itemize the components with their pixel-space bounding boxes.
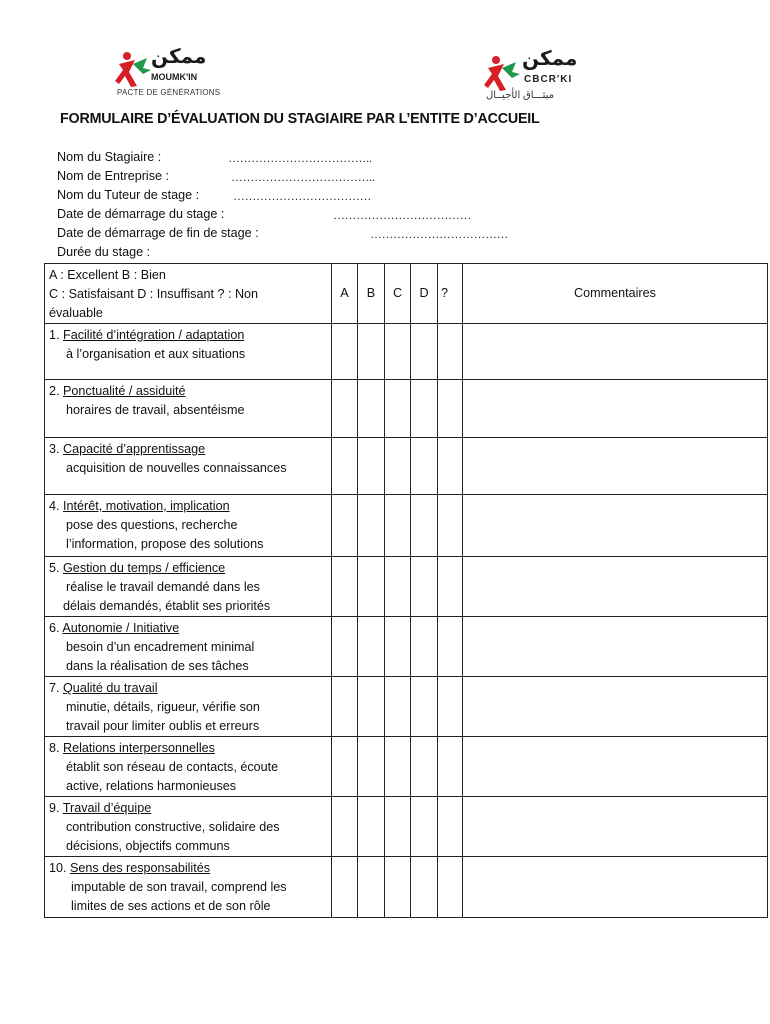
- comment-cell[interactable]: [463, 617, 768, 677]
- runner-emblem-icon: [482, 54, 522, 94]
- comment-cell[interactable]: [463, 557, 768, 617]
- rating-cell-not-evaluable[interactable]: [438, 324, 463, 380]
- rating-cell-a[interactable]: [332, 380, 358, 438]
- column-header-c: C: [385, 264, 411, 324]
- logo-brand-text: CBCR'KI: [524, 74, 573, 85]
- rating-cell-c[interactable]: [385, 857, 411, 918]
- column-header-a: A: [332, 264, 358, 324]
- legend-line: C : Satisfaisant D : Insuffisant ? : Non: [49, 287, 259, 301]
- logo-tagline: PACTE DE GÉNÉRATIONS: [117, 88, 221, 97]
- criterion-label: [45, 617, 332, 677]
- table-row: [45, 380, 768, 438]
- rating-cell-d[interactable]: [411, 557, 438, 617]
- criterion-label: [45, 557, 332, 617]
- field-dots-date-fin: ………………………………: [370, 227, 508, 241]
- criterion-label: [45, 857, 332, 918]
- rating-cell-b[interactable]: [358, 438, 385, 495]
- criterion-description: acquisition de nouvelles connaissances: [66, 461, 287, 475]
- rating-cell-d[interactable]: [411, 617, 438, 677]
- criterion-description: contribution constructive, solidaire des: [66, 820, 280, 834]
- criterion-number: 10.: [49, 861, 67, 875]
- rating-cell-a[interactable]: [332, 617, 358, 677]
- rating-legend: [45, 264, 332, 324]
- criterion-number: 8.: [49, 741, 60, 755]
- rating-cell-a[interactable]: [332, 438, 358, 495]
- rating-cell-d[interactable]: [411, 495, 438, 557]
- criterion-title: Autonomie / Initiative: [62, 621, 180, 635]
- rating-cell-d[interactable]: [411, 797, 438, 857]
- rating-cell-b[interactable]: [358, 677, 385, 737]
- rating-cell-b[interactable]: [358, 557, 385, 617]
- rating-cell-not-evaluable[interactable]: [438, 380, 463, 438]
- table-header-row: [45, 264, 768, 324]
- rating-cell-c[interactable]: [385, 617, 411, 677]
- comment-cell[interactable]: [463, 438, 768, 495]
- rating-cell-c[interactable]: [385, 557, 411, 617]
- rating-cell-b[interactable]: [358, 617, 385, 677]
- criterion-number: 6.: [49, 621, 60, 635]
- rating-cell-d[interactable]: [411, 737, 438, 797]
- rating-cell-b[interactable]: [358, 857, 385, 918]
- criterion-description: dans la réalisation de ses tâches: [66, 659, 249, 673]
- field-label-date-debut: Date de démarrage du stage :: [57, 207, 225, 221]
- table-row: [45, 737, 768, 797]
- criterion-label: [45, 677, 332, 737]
- comment-cell[interactable]: [463, 797, 768, 857]
- rating-cell-d[interactable]: [411, 380, 438, 438]
- moumkin-logo-left: [113, 44, 221, 100]
- criterion-number: 3.: [49, 442, 60, 456]
- rating-cell-not-evaluable[interactable]: [438, 857, 463, 918]
- criterion-description: active, relations harmonieuses: [66, 779, 237, 793]
- criterion-label: [45, 797, 332, 857]
- rating-cell-b[interactable]: [358, 495, 385, 557]
- rating-cell-a[interactable]: [332, 557, 358, 617]
- rating-cell-b[interactable]: [358, 737, 385, 797]
- table-row: [45, 857, 768, 918]
- criterion-number: 5.: [49, 561, 60, 575]
- comment-cell[interactable]: [463, 324, 768, 380]
- criterion-title: Qualité du travail: [63, 681, 158, 695]
- logo-tagline: ميثـــاق الأجيــال: [486, 90, 555, 101]
- rating-cell-b[interactable]: [358, 797, 385, 857]
- criterion-number: 4.: [49, 499, 60, 513]
- rating-cell-not-evaluable[interactable]: [438, 438, 463, 495]
- legend-line: évaluable: [49, 306, 103, 320]
- column-header-not-evaluable: ?: [438, 264, 463, 324]
- table-row: [45, 617, 768, 677]
- rating-cell-a[interactable]: [332, 857, 358, 918]
- criterion-description: décisions, objectifs communs: [66, 839, 230, 853]
- table-row: [45, 797, 768, 857]
- criterion-description: limites de ses actions et de son rôle: [71, 899, 271, 913]
- criterion-description: délais demandés, établit ses priorités: [63, 599, 271, 613]
- criterion-title: Intérêt, motivation, implication: [63, 499, 230, 513]
- criterion-description: imputable de son travail, comprend les: [71, 880, 287, 894]
- rating-cell-a[interactable]: [332, 737, 358, 797]
- criterion-description: horaires de travail, absentéisme: [66, 403, 245, 417]
- evaluation-table: [44, 263, 768, 918]
- rating-cell-a[interactable]: [332, 324, 358, 380]
- moumkin-logo-right: [482, 46, 586, 106]
- criterion-number: 7.: [49, 681, 60, 695]
- column-header-b: B: [358, 264, 385, 324]
- criterion-description: l’information, propose des solutions: [66, 537, 264, 551]
- criterion-title: Sens des responsabilités: [70, 861, 211, 875]
- comment-cell[interactable]: [463, 495, 768, 557]
- comment-cell[interactable]: [463, 737, 768, 797]
- criterion-title: Relations interpersonnelles: [63, 741, 215, 755]
- field-label-entreprise: Nom de Entreprise :: [57, 169, 169, 183]
- criterion-title: Ponctualité / assiduité: [63, 384, 186, 398]
- runner-emblem-icon: [113, 50, 153, 90]
- criterion-label: [45, 380, 332, 438]
- table-row: [45, 677, 768, 737]
- table-row: [45, 495, 768, 557]
- field-label-date-fin: Date de démarrage de fin de stage :: [57, 226, 259, 240]
- rating-cell-a[interactable]: [332, 677, 358, 737]
- table-row: [45, 557, 768, 617]
- field-dots-date-debut: ………………………………: [333, 208, 471, 222]
- criterion-description: réalise le travail demandé dans les: [66, 580, 260, 594]
- rating-cell-d[interactable]: [411, 857, 438, 918]
- criterion-label: [45, 495, 332, 557]
- criterion-number: 2.: [49, 384, 60, 398]
- rating-cell-d[interactable]: [411, 438, 438, 495]
- rating-cell-c[interactable]: [385, 380, 411, 438]
- rating-cell-c[interactable]: [385, 797, 411, 857]
- comment-cell[interactable]: [463, 677, 768, 737]
- logo-brand-text: MOUMK'IN: [151, 72, 198, 82]
- criterion-description: pose des questions, recherche: [66, 518, 238, 532]
- table-row: [45, 438, 768, 495]
- rating-cell-not-evaluable[interactable]: [438, 737, 463, 797]
- field-label-stagiaire: Nom du Stagiaire :: [57, 150, 162, 164]
- criterion-title: Travail d’équipe: [62, 801, 152, 815]
- criterion-description: besoin d’un encadrement minimal: [66, 640, 255, 654]
- rating-cell-b[interactable]: [358, 380, 385, 438]
- logo-arabic-text: ممكن: [151, 44, 207, 68]
- criterion-label: [45, 737, 332, 797]
- rating-cell-not-evaluable[interactable]: [438, 797, 463, 857]
- page-title: FORMULAIRE D’ÉVALUATION DU STAGIAIRE PAR L’ENTITE D’ACCUEIL: [60, 111, 540, 127]
- field-dots-stagiaire: ………………………………..: [228, 151, 372, 165]
- rating-cell-not-evaluable[interactable]: [438, 677, 463, 737]
- criterion-label: [45, 438, 332, 495]
- criterion-label: [45, 324, 332, 380]
- rating-cell-c[interactable]: [385, 495, 411, 557]
- legend-line: A : Excellent B : Bien: [49, 268, 166, 282]
- field-dots-tuteur: ………………………………: [233, 189, 371, 203]
- column-header-comments: Commentaires: [463, 264, 768, 324]
- criterion-description: travail pour limiter oublis et erreurs: [66, 719, 260, 733]
- rating-cell-c[interactable]: [385, 737, 411, 797]
- rating-cell-a[interactable]: [332, 797, 358, 857]
- criterion-description: établit son réseau de contacts, écoute: [66, 760, 279, 774]
- rating-cell-a[interactable]: [332, 495, 358, 557]
- column-header-d: D: [411, 264, 438, 324]
- criterion-title: Capacité d’apprentissage: [63, 442, 206, 456]
- field-label-tuteur: Nom du Tuteur de stage :: [57, 188, 200, 202]
- comment-cell[interactable]: [463, 380, 768, 438]
- rating-cell-c[interactable]: [385, 438, 411, 495]
- rating-cell-not-evaluable[interactable]: [438, 617, 463, 677]
- rating-cell-b[interactable]: [358, 324, 385, 380]
- criterion-number: 1.: [49, 328, 60, 342]
- criterion-title: Gestion du temps / efficience: [63, 561, 226, 575]
- rating-cell-c[interactable]: [385, 677, 411, 737]
- rating-cell-d[interactable]: [411, 324, 438, 380]
- table-row: [45, 324, 768, 380]
- criterion-number: 9.: [49, 801, 60, 815]
- rating-cell-c[interactable]: [385, 324, 411, 380]
- rating-cell-not-evaluable[interactable]: [438, 557, 463, 617]
- criterion-description: à l’organisation et aux situations: [66, 347, 246, 361]
- field-dots-entreprise: ………………………………..: [231, 170, 375, 184]
- criterion-description: minutie, détails, rigueur, vérifie son: [66, 700, 260, 714]
- comment-cell[interactable]: [463, 857, 768, 918]
- rating-cell-not-evaluable[interactable]: [438, 495, 463, 557]
- criterion-title: Facilité d’intégration / adaptation: [63, 328, 245, 342]
- field-label-duree: Durée du stage :: [57, 245, 151, 259]
- rating-cell-d[interactable]: [411, 677, 438, 737]
- logo-arabic-text: ممكن: [522, 46, 578, 70]
